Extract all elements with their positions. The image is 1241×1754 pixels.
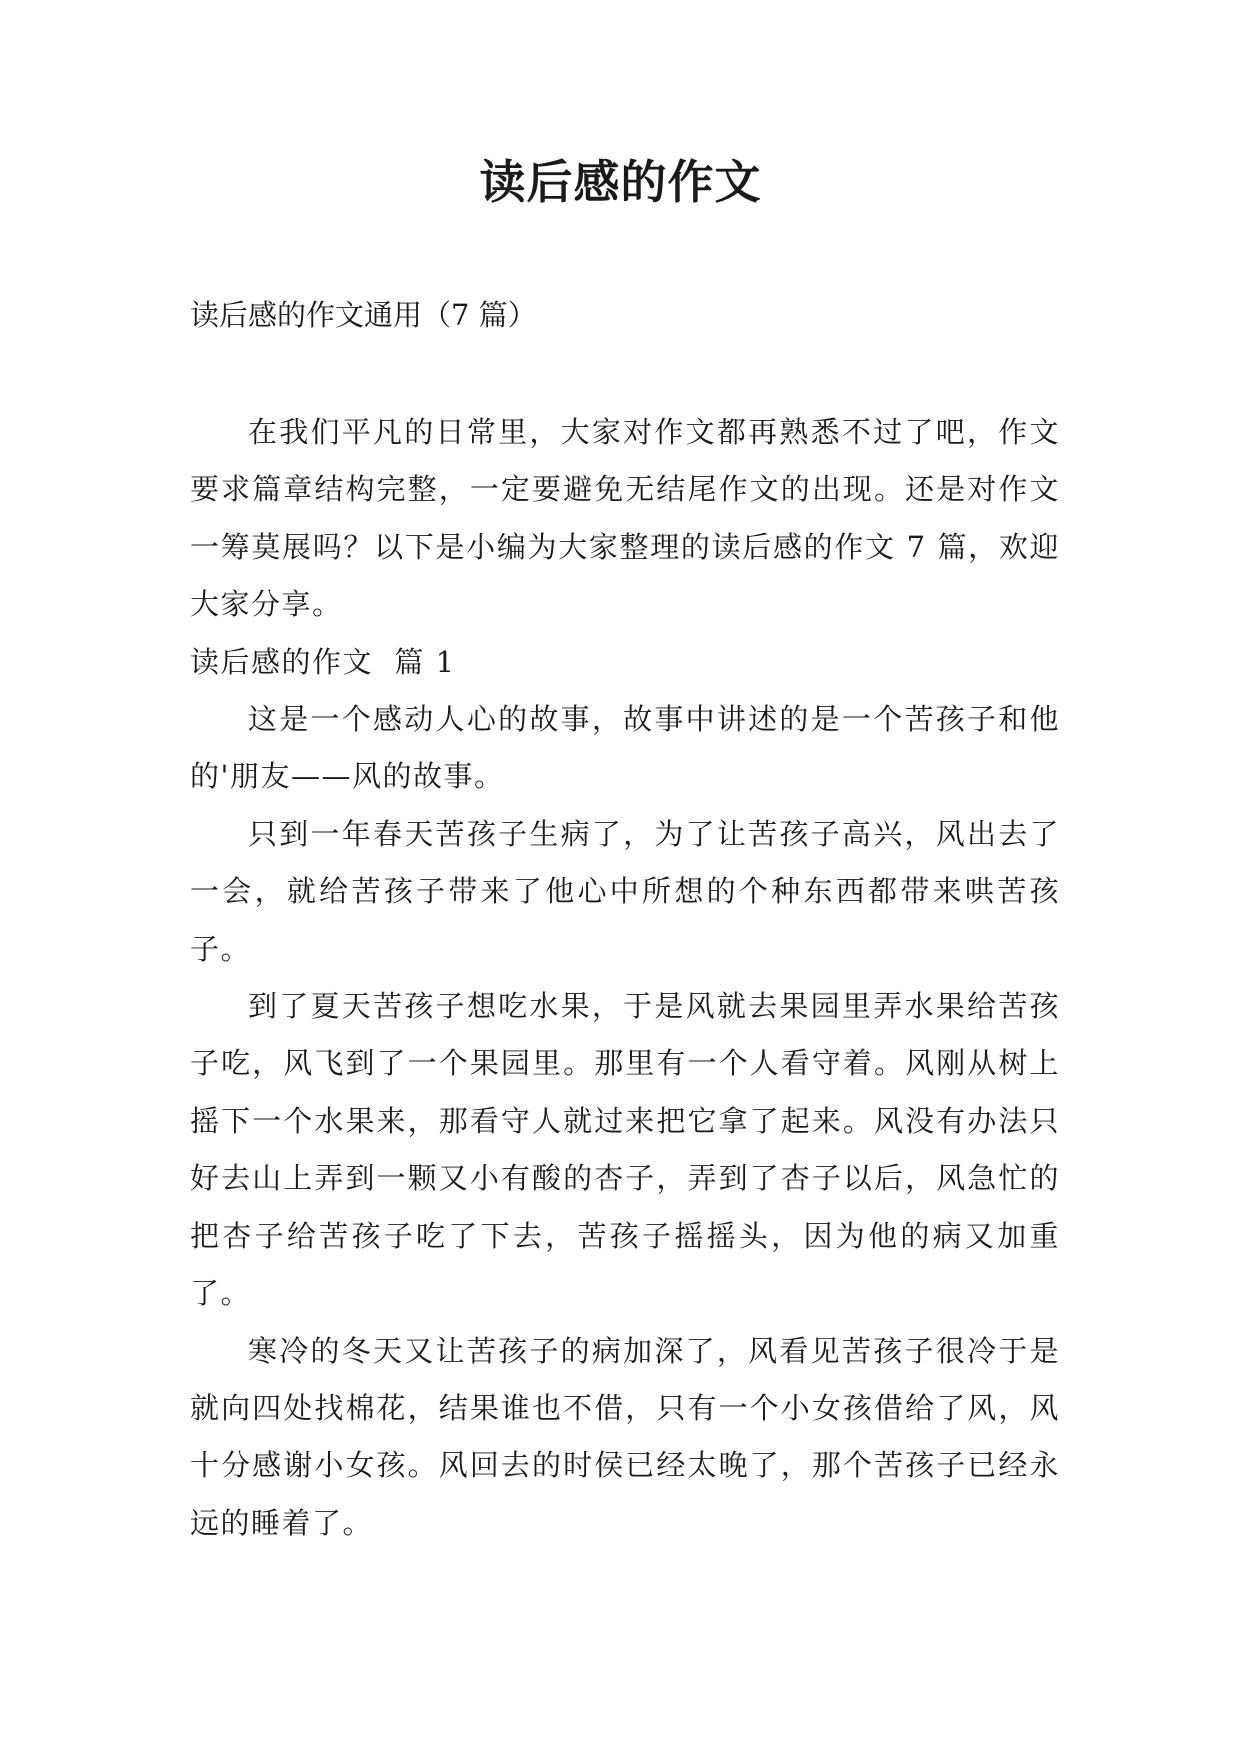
document-body	[190, 404, 1060, 1552]
intro-paragraph: 在我们平凡的日常里，大家对作文都再熟悉不过了吧，作文要求篇章结构完整，一定要避免无结尾作文的出现。还是对作文一筹莫展吗？以下是小编为大家整理的读后感的作文 7 篇，欢迎大家分享。	[190, 415, 1060, 622]
body-paragraph: 这是一个感动人心的故事，故事中讲述的是一个苦孩子和他的'朋友——风的故事。	[190, 702, 1060, 794]
body-paragraph: 到了夏天苦孩子想吃水果，于是风就去果园里弄水果给苦孩子吃，风飞到了一个果园里。那里有一个人看守着。风刚从树上摇下一个水果来，那看守人就过来把它拿了起来。风没有办法只好去山上弄到一颗又小有酸的杏子，弄到了杏子以后，风急忙的把杏子给苦孩子吃了下去，苦孩子摇摇头，因为他的病又加重了。	[190, 989, 1060, 1311]
section-heading: 读后感的作文 篇 1	[190, 644, 456, 679]
body-paragraph: 只到一年春天苦孩子生病了，为了让苦孩子高兴，风出去了一会，就给苦孩子带来了他心中所想的个种东西都带来哄苦孩子。	[190, 816, 1060, 966]
body-paragraph: 寒冷的冬天又让苦孩子的病加深了，风看见苦孩子很冷于是就向四处找棉花，结果谁也不借，只有一个小女孩借给了风，风十分感谢小女孩。风回去的时侯已经太晚了，那个苦孩子已经永远的睡着了。	[190, 1333, 1060, 1540]
document-title: 读后感的作文	[479, 155, 762, 209]
document-subtitle: 读后感的作文通用（7 篇）	[190, 298, 537, 332]
